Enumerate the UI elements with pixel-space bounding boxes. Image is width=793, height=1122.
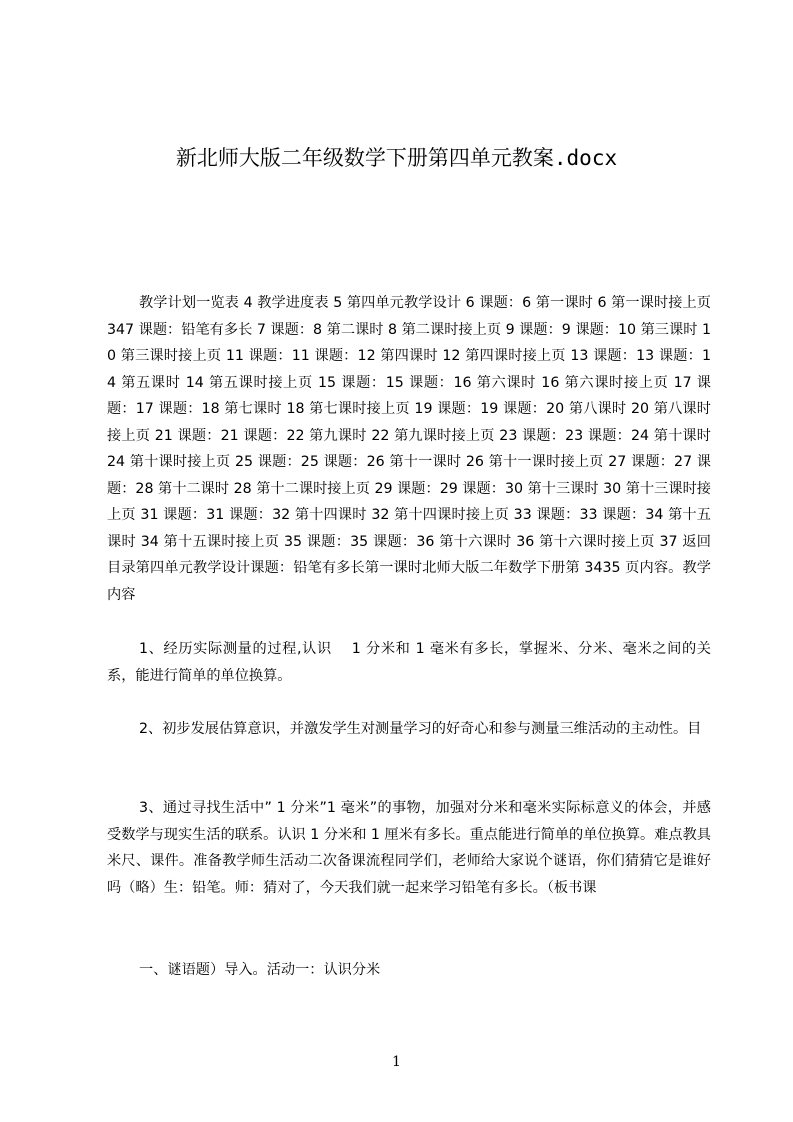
- page-number: 1: [392, 1054, 401, 1070]
- paragraph-objective-2: 2、初步发展估算意识，并激发学生对测量学习的好奇心和参与测量三维活动的主动性。目: [139, 721, 702, 737]
- paragraph-objective-3: 3、通过寻找生活中” 1 分米”1 毫米”的事物，加强对分米和毫米实际标意义的体会，并感受数学与现实生活的联系。认识 1 分米和 1 厘米有多长。重点能进行简单的单位换算。难点教具米尺、课件。准备教学师生活动二次备课流程同学们，老师给大家说个谜语，你们猜猜它是谁好吗（略）生：铅笔。师：猜对了，今天我们就一起来学习铅笔有多长。（板书课: [107, 800, 711, 896]
- document-title: 新北师大版二年级数学下册第四单元教案.docx: [175, 146, 618, 170]
- paragraph-section-heading: 一、谜语题）导入。活动一：认识分米: [139, 962, 381, 978]
- paragraph-objective-1: 1、经历实际测量的过程,认识 1 分米和 1 毫米有多长，掌握米、分米、毫米之间的关系，能进行简单的单位换算。: [107, 641, 711, 684]
- paragraph-table-of-contents: 教学计划一览表 4 教学进度表 5 第四单元教学设计 6 课题：6 第一课时 6 第一课时接上页 347 课题：铅笔有多长 7 课题：8 第二课时 8 第二课时接上页 9 课题：9 课题：10 第三课时 10 第三课时接上页 11 课题：11 课题：12 第四课时 12 第四课时接上页 13 课题：13 课题：14 第五课时 14 第五课时接上页 15 课题：15 课题：16 第六课时 16 第六课时接上页 17 课题：17 课题：18 第七课时 18 第七课时接上页 19 课题：19 课题：20 第八课时 20 第八课时接上页 21 课题：21 课题：22 第九课时 22 第九课时接上页 23 课题：23 课题：24 第十课时 24 第十课时接上页 25 课题：25 课题：26 第十一课时 26 第十一课时接上页 27 课题：27 课题：28 第十二课时 28 第十二课时接上页 29 课题：29 课题：30 第十三课时 30 第十三课时接上页 31 课题：31 课题：32 第十四课时 32 第十四课时接上页 33 课题：33 课题：34 第十五课时 34 第十五课时接上页 35 课题：35 课题：36 第十六课时 36 第十六课时接上页 37 返回目录第四单元教学设计课题：铅笔有多长第一课时北师大版二年数学下册第 3435 页内容。教学内容: [107, 295, 711, 603]
